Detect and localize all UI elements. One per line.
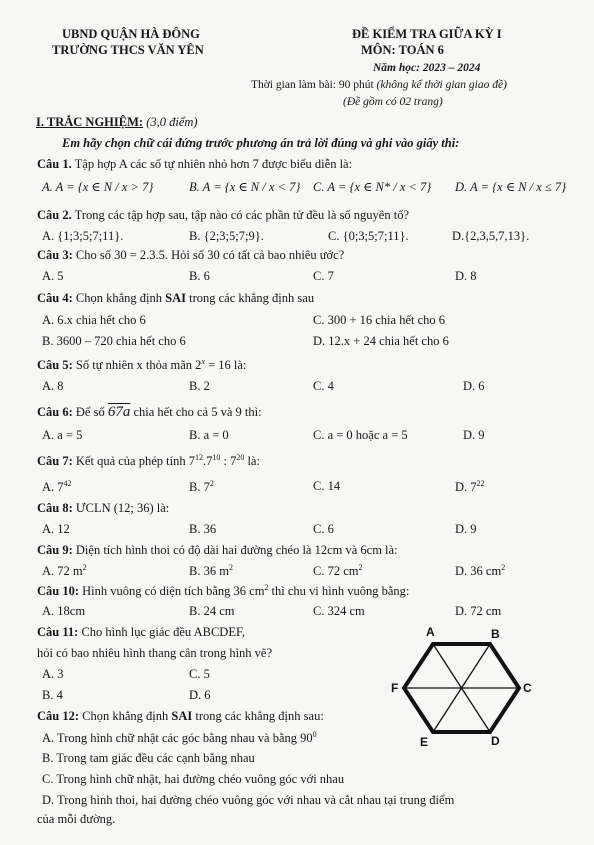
q6-text-pre: Để số — [75, 405, 108, 419]
q10-option-c: C. 324 cm — [313, 604, 365, 618]
q12-text-bold: SAI — [171, 709, 193, 723]
q5-text-post: = 16 là: — [204, 358, 247, 373]
q5-option-c: C. 4 — [313, 379, 334, 393]
q9-option-b-exp: 2 — [228, 563, 233, 572]
q5-option-b: B. 2 — [189, 379, 210, 393]
q4-option-c: C. 300 + 16 chia hết cho 6 — [313, 313, 446, 327]
q5-exponent: x — [201, 357, 205, 366]
time-text: Thời gian làm bài: 90 phút — [251, 79, 374, 91]
q9-option-a — [42, 563, 87, 579]
q3-text: Cho số 30 = 2.3.5. Hỏi số 30 có tất cả bao nhiêu ước? — [75, 248, 345, 262]
q8-option-a: A. 12 — [42, 522, 70, 536]
question-10 — [37, 583, 409, 599]
q11-option-d: D. 6 — [189, 688, 211, 702]
question-9 — [37, 543, 398, 558]
q5-option-d: D. 6 — [463, 379, 485, 393]
section-points: (3,0 điểm) — [146, 115, 198, 129]
q3-option-b: B. 6 — [189, 269, 210, 283]
q9-option-c — [313, 563, 362, 579]
q10-text-pre: Hình vuông có diện tích bằng 36 cm — [82, 584, 265, 599]
school-name: TRƯỜNG THCS VĂN YÊN — [52, 43, 204, 57]
q4-option-b: B. 3600 – 720 chia hết cho 6 — [42, 334, 186, 348]
q7-option-b — [189, 479, 214, 495]
hexagon-figure — [390, 624, 540, 748]
q8-option-d: D. 9 — [455, 522, 477, 536]
q9-option-b-text: B. 36 m — [189, 564, 229, 579]
q1-option-d: D. A = {x ∈ N / x ≤ 7} — [455, 180, 567, 194]
q7-option-b-exp: 2 — [209, 479, 214, 488]
q7-exp1: 12 — [194, 453, 203, 462]
page-count: (Đề gồm có 02 trang) — [343, 96, 443, 108]
question-7 — [37, 453, 260, 469]
q5-option-a: A. 8 — [42, 379, 64, 393]
q3-option-d: D. 8 — [455, 269, 477, 283]
q6-text-post: chia hết cho cả 5 và 9 thì: — [130, 405, 262, 419]
q7-text-pre: Kết quả của phép tính 7 — [75, 454, 195, 469]
q9-option-d — [455, 563, 505, 579]
q8-text: ƯCLN (12; 36) là: — [75, 501, 170, 515]
q8-label: Câu 8: — [37, 501, 73, 515]
q2-option-b: B. {2;3;5;7;9}. — [189, 229, 264, 243]
q6-option-b: B. a = 0 — [189, 428, 229, 442]
q5-label: Câu 5: — [37, 358, 73, 373]
q4-text-pre: Chọn khẳng định — [75, 291, 166, 305]
q4-text-bold: SAI — [165, 291, 186, 305]
q12-option-d-cont: của mỗi đường. — [37, 812, 116, 826]
q12-option-a — [42, 730, 317, 746]
q7-option-a — [42, 479, 72, 495]
q12-option-d: D. Trong hình thoi, hai đường chéo vuông góc với nhau và cắt nhau tại trung điểm — [42, 793, 455, 807]
q8-option-b: B. 36 — [189, 522, 217, 536]
q6-number: 67a — [107, 404, 131, 420]
vertex-label-a: A — [426, 625, 435, 639]
q3-option-c: C. 7 — [313, 269, 334, 283]
q1-option-c: C. A = {x ∈ N* / x < 7} — [313, 180, 432, 194]
q7-label: Câu 7: — [37, 454, 73, 469]
question-4 — [37, 291, 314, 306]
vertex-label-b: B — [491, 627, 500, 641]
q1-text: Tập hợp A các số tự nhiên nhỏ hơn 7 được biểu diễn là: — [74, 157, 353, 171]
q7-option-c: C. 14 — [313, 479, 341, 493]
q4-label: Câu 4: — [37, 291, 73, 305]
question-5 — [37, 357, 246, 373]
q9-text: Diện tích hình thoi có độ dài hai đường chéo là 12cm và 6cm là: — [75, 543, 398, 557]
q9-option-d-exp: 2 — [501, 563, 506, 572]
q2-option-d: D.{2,3,5,7,13}. — [452, 229, 530, 243]
q12-option-b: B. Trong tam giác đều các cạnh bằng nhau — [42, 751, 255, 765]
q12-text-pre: Chọn khẳng định — [82, 709, 172, 723]
q10-text-post: thì chu vi hình vuông bằng: — [268, 584, 410, 599]
q7-option-a-text: A. 7 — [42, 480, 64, 495]
q10-label: Câu 10: — [37, 584, 80, 599]
section-heading — [36, 115, 198, 130]
q12-option-c: C. Trong hình chữ nhật, hai đường chéo vuông góc với nhau — [42, 772, 345, 786]
q7-mid2: : 7 — [220, 454, 237, 469]
q5-text-pre: Số tự nhiên x thỏa mãn 2 — [75, 358, 202, 373]
q1-option-b: B. A = {x ∈ N / x < 7} — [189, 180, 301, 194]
q7-option-d — [455, 479, 485, 495]
exam-title: ĐỀ KIỂM TRA GIỮA KỲ I — [352, 27, 502, 41]
instruction: Em hãy chọn chữ cái đứng trước phương án trả lời đúng và ghi vào giấy thi: — [62, 136, 460, 150]
q6-label: Câu 6: — [37, 405, 73, 419]
subject: MÔN: TOÁN 6 — [361, 43, 444, 57]
q2-option-a: A. {1;3;5;7;11}. — [42, 229, 124, 243]
q12-option-a-text: A. Trong hình chữ nhật các góc bằng nhau và bằng 90 — [42, 731, 313, 746]
question-2 — [37, 208, 409, 223]
school-year: Năm học: 2023 – 2024 — [373, 62, 481, 74]
q11-option-a: A. 3 — [42, 667, 64, 681]
section-title: I. TRẮC NGHIỆM: — [36, 115, 144, 129]
question-8 — [37, 501, 169, 516]
q7-option-d-exp: 22 — [476, 479, 485, 488]
time-note: (không kể thời gian giao đề) — [376, 79, 507, 91]
vertex-label-d: D — [491, 734, 500, 748]
q7-mid1: .7 — [202, 454, 213, 469]
question-6 — [37, 404, 262, 421]
q7-option-a-exp: 42 — [63, 479, 72, 488]
q7-text-post: là: — [244, 454, 260, 469]
q2-label: Câu 2. — [37, 208, 72, 222]
q10-option-a: A. 18cm — [42, 604, 86, 618]
time-limit — [251, 79, 507, 91]
q1-option-a: A. A = {x ∈ N / x > 7} — [42, 180, 154, 194]
q4-text-post: trong các khẳng định sau — [185, 291, 315, 305]
q7-exp2: 10 — [212, 453, 221, 462]
vertex-label-f: F — [391, 681, 399, 695]
q7-option-b-text: B. 7 — [189, 480, 210, 495]
q11-option-c: C. 5 — [189, 667, 210, 681]
vertex-label-c: C — [523, 681, 532, 695]
q2-text: Trong các tập hợp sau, tập nào có các phần tử đều là số nguyên tố? — [74, 208, 409, 222]
q11-text: Cho hình lục giác đều ABCDEF, — [81, 625, 246, 639]
q7-option-d-text: D. 7 — [455, 480, 477, 495]
q4-option-a: A. 6.x chia hết cho 6 — [42, 313, 146, 327]
q9-option-c-exp: 2 — [358, 563, 363, 572]
question-12 — [37, 709, 324, 724]
q4-option-d: D. 12.x + 24 chia hết cho 6 — [313, 334, 449, 348]
q8-option-c: C. 6 — [313, 522, 334, 536]
q12-label: Câu 12: — [37, 709, 80, 723]
q10-exp: 2 — [264, 583, 269, 592]
q9-option-d-text: D. 36 cm — [455, 564, 502, 579]
q6-option-a: A. a = 5 — [42, 428, 83, 442]
q10-option-b: B. 24 cm — [189, 604, 235, 618]
q11-option-b: B. 4 — [42, 688, 63, 702]
question-1 — [37, 157, 352, 172]
q6-option-c: C. a = 0 hoặc a = 5 — [313, 428, 408, 442]
q11-text-line2: hỏi có bao nhiêu hình thang cân trong hình vẽ? — [37, 646, 273, 660]
q12-text-post: trong các khẳng định sau: — [192, 709, 324, 723]
q1-label: Câu 1. — [37, 157, 72, 171]
q7-exp3: 20 — [236, 453, 245, 462]
q10-option-d: D. 72 cm — [455, 604, 502, 618]
q2-option-c: C. {0;3;5;7;11}. — [328, 229, 409, 243]
vertex-label-e: E — [420, 735, 429, 748]
q9-option-a-text: A. 72 m — [42, 564, 83, 579]
question-11 — [37, 625, 245, 640]
question-3 — [37, 248, 344, 263]
q6-option-d: D. 9 — [463, 428, 485, 442]
q3-label: Câu 3: — [37, 248, 73, 262]
q9-label: Câu 9: — [37, 543, 73, 557]
district-name: UBND QUẬN HÀ ĐÔNG — [62, 27, 200, 41]
q9-option-b — [189, 563, 233, 579]
q9-option-c-text: C. 72 cm — [313, 564, 359, 579]
q11-label: Câu 11: — [37, 625, 79, 639]
q12-option-a-exp: 0 — [312, 730, 317, 739]
q9-option-a-exp: 2 — [82, 563, 87, 572]
q3-option-a: A. 5 — [42, 269, 64, 283]
